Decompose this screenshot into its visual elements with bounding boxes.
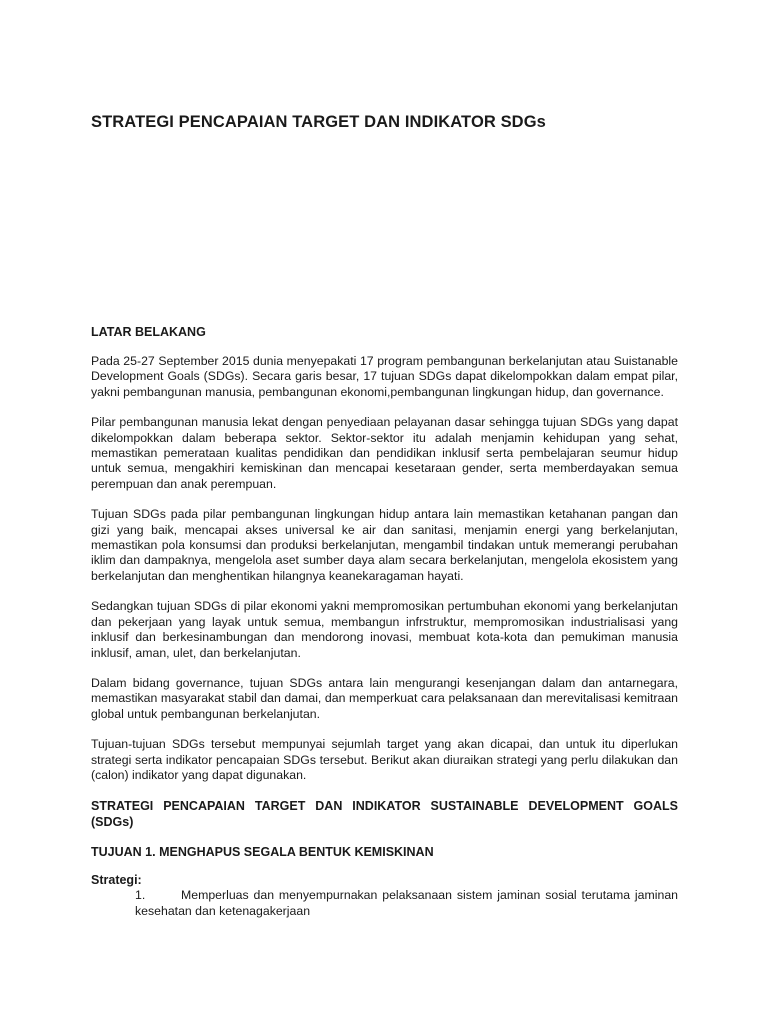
document-body bbox=[91, 325, 678, 919]
paragraph: Pada 25-27 September 2015 dunia menyepakati 17 program pembangunan berkelanjutan atau Suistanable Development Goals (SDGs). Secara garis besar, 17 tujuan SDGs dapat dikelompokkan dalam empat pilar, yakni pembangunan manusia, pembangunan ekonomi,pembangunan lingkungan hidup, dan governance. bbox=[91, 354, 678, 399]
paragraph: Tujuan-tujuan SDGs tersebut mempunyai sejumlah target yang akan dicapai, dan untuk itu diperlukan strategi serta indikator pencapaian SDGs tersebut. Berikut akan diuraikan strategi yang perlu dilakukan dan (calon) indikator yang dapat digunakan. bbox=[91, 737, 678, 782]
strategy-label: Strategi: bbox=[91, 873, 142, 888]
paragraph: Pilar pembangunan manusia lekat dengan penyediaan pelayanan dasar sehingga tujuan SDGs yang dapat dikelompokkan dalam beberapa sektor. Sektor-sektor itu adalah menjamin kehidupan yang sehat, memastikan pemerataan kualitas pendidikan dan pendidikan inklusif serta pembelajaran seumur hidup untuk semua, mengakhiri kemiskinan dan mencapai kesetaraan gender, serta memberdayakan semua perempuan dan anak perempuan. bbox=[91, 415, 678, 491]
list-item-text: Memperluas dan menyempurnakan pelaksanaan sistem jaminan sosial terutama jaminan kesehatan dan ketenagakerjaan bbox=[135, 888, 678, 918]
paragraph: Tujuan SDGs pada pilar pembangunan lingkungan hidup antara lain memastikan ketahanan pangan dan gizi yang baik, mencapai akses universal ke air dan sanitasi, menjamin energi yang berkelanjutan, memastikan pola konsumsi dan produksi berkelanjutan, mengambil tindakan untuk memerangi perubahan iklim dan dampaknya, mengelola aset sumber daya alam secara berkelanjutan, mengelola ekosistem yang berkelanjutan dan menghentikan hilangnya keanekaragaman hayati. bbox=[91, 507, 678, 583]
strategy-heading: STRATEGI PENCAPAIAN TARGET DAN INDIKATOR SUSTAINABLE DEVELOPMENT GOALS (SDGs) bbox=[91, 799, 678, 830]
document-title: STRATEGI PENCAPAIAN TARGET DAN INDIKATOR SDGs bbox=[91, 113, 546, 131]
goal-heading: TUJUAN 1. MENGHAPUS SEGALA BENTUK KEMISKINAN bbox=[91, 845, 434, 860]
list-item bbox=[91, 888, 678, 919]
paragraph: Dalam bidang governance, tujuan SDGs antara lain mengurangi kesenjangan dalam dan antarnegara, memastikan masyarakat stabil dan damai, dan memperkuat cara pelaksanaan dan merevitalisasi kemitraan global untuk pembangunan berkelanjutan. bbox=[91, 675, 678, 721]
list-item-number: 1. bbox=[135, 888, 146, 903]
paragraph: Sedangkan tujuan SDGs di pilar ekonomi yakni mempromosikan pertumbuhan ekonomi yang berkelanjutan dan pekerjaan yang layak untuk semua, membangun infrstruktur, mempromosikan industrialisasi yang inklusif dan berkesinambungan dan mendorong inovasi, membuat kota-kota dan pemukiman manusia inklusif, aman, ulet, dan berkelanjutan. bbox=[91, 599, 678, 660]
section-heading: LATAR BELAKANG bbox=[91, 325, 206, 339]
